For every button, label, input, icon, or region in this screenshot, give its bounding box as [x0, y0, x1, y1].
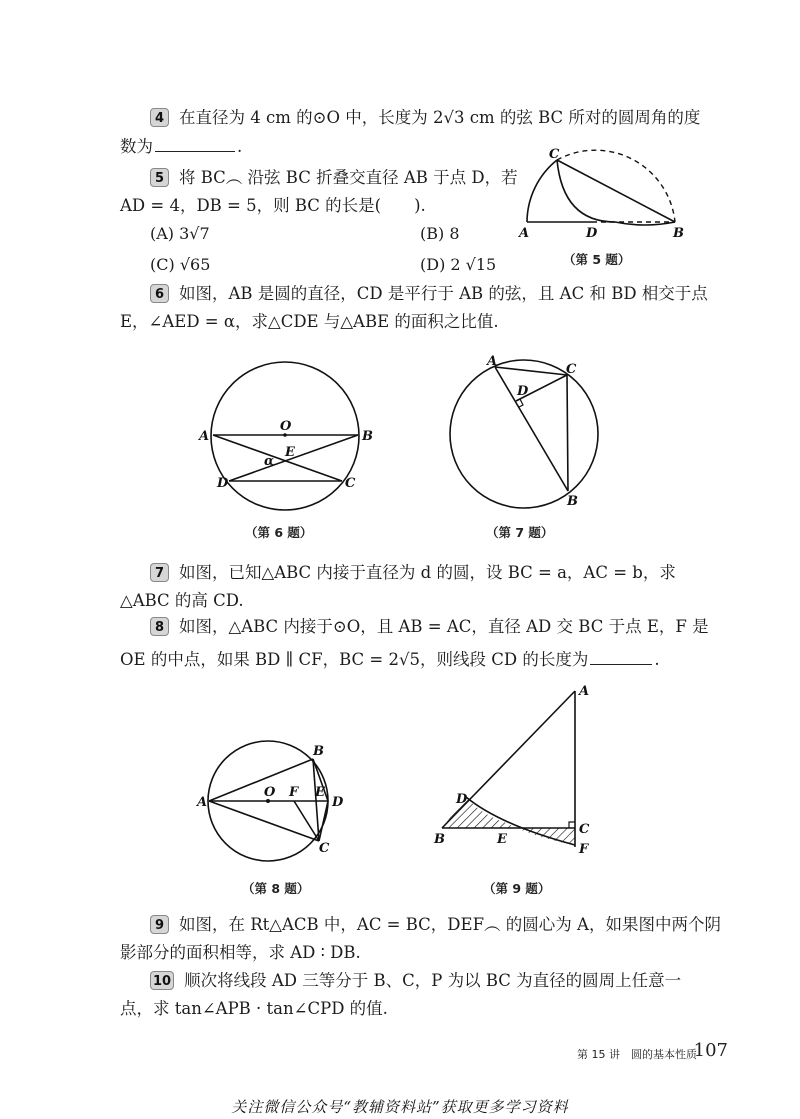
problem-6-line-2: E，∠AED = α，求△CDE 与△ABE 的面积之比值.: [120, 312, 499, 331]
problem-7-line-2: △ABC 的高 CD.: [120, 591, 244, 610]
label-C: C: [549, 147, 560, 162]
figure-7-caption: （第 7 题）: [486, 525, 554, 540]
label-alpha: α: [264, 454, 275, 469]
label-B: B: [673, 226, 684, 241]
figure-8: [195, 735, 355, 870]
problem-10-text: 顺次将线段 AD 三等分于 B、C，P 为以 BC 为直径的圆周上任意一: [184, 971, 682, 990]
label-A: A: [519, 226, 530, 241]
problem-8-line-1: [150, 616, 709, 638]
label-C: C: [566, 362, 577, 377]
problem-4-text: 在直径为 4 cm 的⊙O 中，长度为 2√3 cm 的弦 BC 所对的圆周角的度: [179, 108, 701, 127]
problem-6-text: 如图，AB 是圆的直径，CD 是平行于 AB 的弦，且 AC 和 BD 相交于点: [179, 284, 708, 303]
label-C: C: [345, 476, 356, 491]
label-E: E: [285, 445, 295, 460]
label-E: E: [315, 785, 325, 800]
label-A: A: [199, 429, 210, 444]
option-c: (C) √65: [150, 255, 211, 274]
problem-7-line-1: [150, 562, 676, 584]
label-D: D: [586, 226, 598, 241]
problem-5-line-2: AD = 4，DB = 5，则 BC 的长是( ).: [120, 196, 426, 215]
problem-number-badge: 6: [150, 284, 169, 303]
label-D: D: [517, 384, 529, 399]
label-D: D: [332, 795, 344, 810]
label-C: C: [319, 841, 330, 856]
problem-4-line-2: 数为 .: [120, 137, 243, 156]
option-d: (D) 2 √15: [420, 255, 497, 274]
problem-10-line-1: [150, 970, 681, 992]
figure-7: [443, 355, 613, 515]
problem-10-line-2: 点，求 tan∠APB · tan∠CPD 的值.: [120, 999, 388, 1018]
chapter-title: 第 15 讲 圆的基本性质: [577, 1048, 697, 1061]
figure-8-caption: （第 8 题）: [242, 881, 310, 896]
problem-8-line-2: OE 的中点，如果 BD ∥ CF，BC = 2√5，则线段 CD 的长度为 .: [120, 650, 660, 669]
label-B: B: [362, 429, 373, 444]
problem-number-badge: 7: [150, 563, 169, 582]
problem-7-text: 如图，已知△ABC 内接于直径为 d 的圆，设 BC = a，AC = b，求: [179, 563, 676, 582]
label-B: B: [313, 744, 324, 759]
label-O: O: [264, 785, 276, 800]
label-B: B: [434, 832, 445, 847]
figure-6: [199, 360, 375, 515]
label-D: D: [456, 792, 468, 807]
problem-8-text: 如图，△ABC 内接于⊙O，且 AB = AC，直径 AD 交 BC 于点 E，F 是: [179, 617, 709, 636]
figure-6-caption: （第 6 题）: [245, 525, 313, 540]
label-F: F: [289, 785, 299, 800]
watermark-text: 关注微信公众号“教辅资料站”获取更多学习资料: [231, 1098, 569, 1116]
problem-6-line-1: [150, 283, 708, 305]
label-A: A: [579, 684, 590, 699]
label-B: B: [567, 494, 578, 509]
problem-9-line-1: [150, 914, 721, 936]
label-O: O: [280, 419, 292, 434]
problem-9-text: 如图，在 Rt△ACB 中，AC = BC，DEF︵ 的圆心为 A，如果图中两个阴: [179, 915, 721, 934]
answer-blank: [590, 648, 652, 665]
label-F: F: [579, 842, 589, 857]
answer-blank: [155, 135, 235, 152]
problem-9-line-2: 影部分的面积相等，求 AD ∶ DB.: [120, 943, 361, 962]
label-A: A: [197, 795, 208, 810]
page-number: 107: [693, 1040, 728, 1061]
label-D: D: [217, 476, 229, 491]
problem-number-badge: 4: [150, 108, 169, 127]
problem-4-line-1: [150, 107, 700, 129]
problem-5-text: 将 BC︵ 沿弦 BC 折叠交直径 AB 于点 D，若: [179, 168, 518, 187]
problem-number-badge: 8: [150, 617, 169, 636]
option-a: (A) 3√7: [150, 224, 210, 243]
problem-number-badge: 5: [150, 168, 169, 187]
problem-number-badge: 9: [150, 915, 169, 934]
figure-5-caption: （第 5 题）: [563, 252, 631, 267]
figure-9-caption: （第 9 题）: [483, 881, 551, 896]
problem-5-line-1: [150, 167, 518, 189]
label-A: A: [487, 354, 498, 369]
problem-number-badge: 10: [150, 971, 174, 990]
label-C: C: [579, 822, 590, 837]
label-E: E: [497, 832, 507, 847]
figure-9: [430, 685, 610, 860]
option-b: (B) 8: [420, 224, 460, 243]
